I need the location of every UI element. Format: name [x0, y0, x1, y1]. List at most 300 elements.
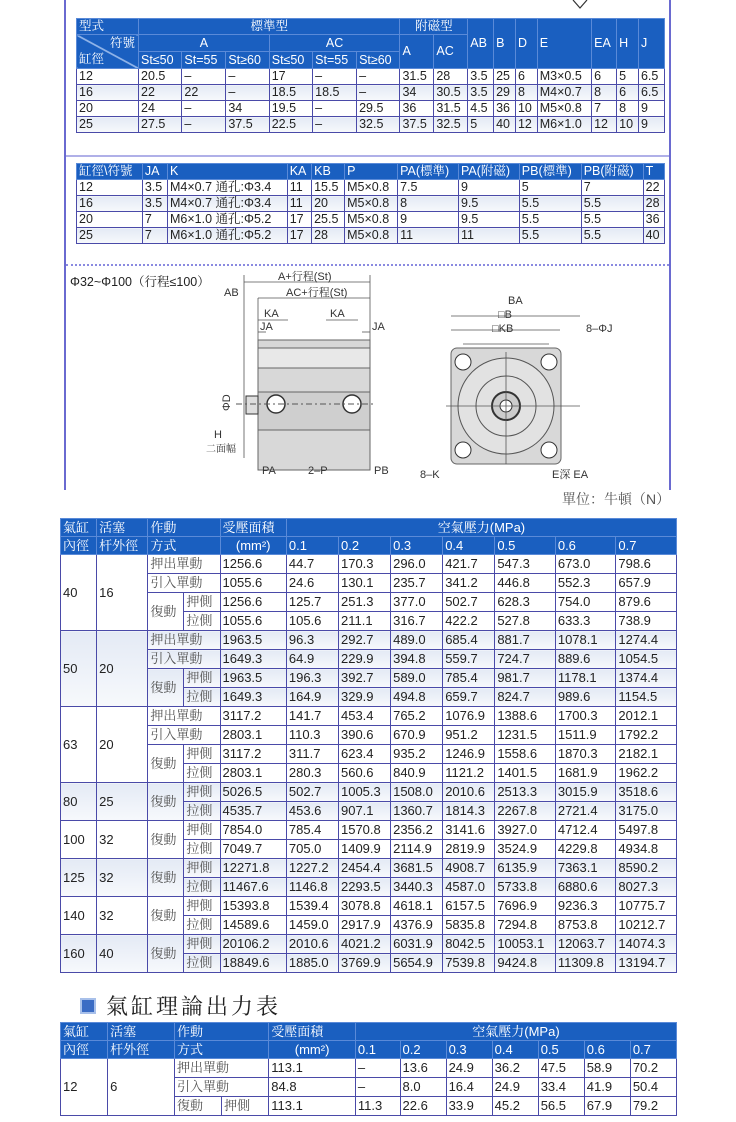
symbol-label: 符號 [109, 36, 135, 50]
value-cell: 1231.5 [495, 726, 556, 745]
value-cell: 15393.8 [220, 897, 286, 916]
column-header: P [345, 164, 398, 180]
table-cell: 20 [77, 101, 139, 117]
side-cell: 拉側 [184, 612, 220, 631]
rod-header: 活塞 [108, 1023, 175, 1041]
action-cell: 引入單動 [148, 574, 220, 593]
value-cell: 2819.9 [443, 840, 495, 859]
double-action-cell: 復動 [148, 745, 184, 783]
value-cell: 2917.9 [338, 916, 390, 935]
label-ja-right: JA [372, 321, 385, 333]
pressure-col: 0.4 [492, 1041, 538, 1059]
value-cell: 4229.8 [555, 840, 616, 859]
table-cell: 4.5 [468, 101, 494, 117]
double-action-cell: 復動 [148, 897, 184, 935]
value-cell: 13.6 [400, 1059, 446, 1078]
value-cell: 446.8 [495, 574, 556, 593]
value-cell: 907.1 [338, 802, 390, 821]
table-cell: – [226, 69, 269, 85]
value-cell: 3518.6 [616, 783, 677, 802]
value-cell: 670.9 [391, 726, 443, 745]
table-cell: 12 [515, 117, 537, 133]
value-cell: 1121.2 [443, 764, 495, 783]
value-cell: 3769.9 [338, 954, 390, 973]
value-cell: 394.8 [391, 650, 443, 669]
rod-cell: 25 [97, 783, 148, 821]
value-cell: 5835.8 [443, 916, 495, 935]
stroke-header: St≤50 [139, 52, 182, 69]
stroke-header: St=55 [313, 52, 357, 69]
value-cell: 24.9 [492, 1078, 538, 1097]
value-cell: 889.6 [555, 650, 616, 669]
table-row [77, 180, 665, 196]
value-cell: 10053.1 [495, 935, 556, 954]
label-two-flat: 二面幅 [206, 444, 236, 455]
value-cell: 4712.4 [555, 821, 616, 840]
value-cell: 24.6 [286, 574, 338, 593]
pressure-col: 0.5 [538, 1041, 584, 1059]
label-8-phij: 8–ΦJ [586, 323, 613, 335]
value-cell: 58.9 [584, 1059, 630, 1078]
table-cell: 9 [638, 117, 664, 133]
action-cell: 押出單動 [148, 631, 220, 650]
table-cell: – [313, 101, 357, 117]
table-cell: 36 [643, 212, 664, 228]
side-cell: 拉側 [184, 802, 220, 821]
value-cell: 798.6 [616, 555, 677, 574]
column-header: 缸徑\符號 [77, 164, 143, 180]
value-cell: 8753.8 [555, 916, 616, 935]
bore-cell: 40 [61, 555, 97, 631]
table-cell: 9.5 [458, 212, 519, 228]
value-cell: 44.7 [286, 555, 338, 574]
value-cell: 559.7 [443, 650, 495, 669]
side-cell: 押側 [184, 897, 220, 916]
pressure-header: 空氣壓力(MPa) [355, 1023, 676, 1041]
table-cell: 29 [494, 85, 516, 101]
value-cell: 292.7 [338, 631, 390, 650]
value-cell: 2454.4 [338, 859, 390, 878]
value-cell: 502.7 [443, 593, 495, 612]
table-cell: 36 [494, 101, 516, 117]
value-cell: 935.2 [391, 745, 443, 764]
area-header: 受壓面積 [269, 1023, 356, 1041]
value-cell: 14589.6 [220, 916, 286, 935]
value-cell: 3524.9 [495, 840, 556, 859]
value-cell: 64.9 [286, 650, 338, 669]
value-cell: 2721.4 [555, 802, 616, 821]
stroke-header: St≥60 [357, 52, 400, 69]
dimension-table [76, 18, 665, 133]
label-h: H [214, 429, 222, 441]
table-cell: 19.5 [269, 101, 312, 117]
value-cell: 1700.3 [555, 707, 616, 726]
table-row [61, 859, 677, 878]
value-cell: 489.0 [391, 631, 443, 650]
table-row [77, 101, 665, 117]
value-cell: 1792.2 [616, 726, 677, 745]
table-cell: 3.5 [468, 69, 494, 85]
table-cell: 8 [398, 196, 459, 212]
pressure-col: 0.2 [400, 1041, 446, 1059]
value-cell: 341.2 [443, 574, 495, 593]
rod-header: 活塞 [97, 519, 148, 537]
value-cell: 5497.8 [616, 821, 677, 840]
table-cell: 8 [515, 85, 537, 101]
value-cell: 8042.5 [443, 935, 495, 954]
value-cell: 36.2 [492, 1059, 538, 1078]
table-cell: 40 [643, 228, 664, 244]
table-cell: 3.5 [142, 180, 167, 196]
value-cell: 10775.7 [616, 897, 677, 916]
side-cell: 拉側 [184, 764, 220, 783]
value-cell: 4618.1 [391, 897, 443, 916]
value-cell: 659.7 [443, 688, 495, 707]
table-row [61, 555, 677, 574]
action-cell: 引入單動 [148, 650, 220, 669]
value-cell: 3141.6 [443, 821, 495, 840]
value-cell: 879.6 [616, 593, 677, 612]
action-cell: 押出單動 [148, 555, 220, 574]
table-cell: 29.5 [357, 101, 400, 117]
pressure-col: 0.1 [286, 537, 338, 555]
value-cell: 1256.6 [220, 593, 286, 612]
table-cell: 12 [77, 180, 143, 196]
value-cell: – [355, 1059, 400, 1078]
value-cell: 2267.8 [495, 802, 556, 821]
value-cell: 1078.1 [555, 631, 616, 650]
label-ac-st: AC+行程(St) [286, 287, 348, 299]
col-j: J [638, 19, 664, 69]
value-cell: 7294.8 [495, 916, 556, 935]
table-cell: – [313, 69, 357, 85]
table-cell: 31.5 [400, 69, 434, 85]
table-cell: – [182, 69, 226, 85]
table-cell: 5.5 [519, 196, 581, 212]
bore-cell: 125 [61, 859, 97, 897]
action-cell: 押出單動 [148, 707, 220, 726]
col-a: A [139, 35, 270, 52]
column-header: PB(標準) [519, 164, 581, 180]
pressure-col: 0.6 [555, 537, 616, 555]
value-cell: 7696.9 [495, 897, 556, 916]
table-row [61, 935, 677, 954]
column-header: KB [312, 164, 345, 180]
value-cell: 724.7 [495, 650, 556, 669]
value-cell: 96.3 [286, 631, 338, 650]
label-pb: PB [374, 465, 389, 477]
value-cell: 9236.3 [555, 897, 616, 916]
value-cell: 50.4 [630, 1078, 676, 1097]
value-cell: 2010.6 [443, 783, 495, 802]
value-cell: 24.9 [446, 1059, 492, 1078]
value-cell: 329.9 [338, 688, 390, 707]
table-cell: 7 [142, 228, 167, 244]
value-cell: 377.0 [391, 593, 443, 612]
value-cell: 560.6 [338, 764, 390, 783]
bore-cell: 63 [61, 707, 97, 783]
value-cell: 1870.3 [555, 745, 616, 764]
action-cell: 引入單動 [175, 1078, 269, 1097]
value-cell: 3927.0 [495, 821, 556, 840]
table-row [77, 228, 665, 244]
bore-header: 氣缸 [61, 1023, 108, 1041]
value-cell: 5733.8 [495, 878, 556, 897]
label-ka-left: KA [264, 308, 279, 320]
value-cell: 12271.8 [220, 859, 286, 878]
table-cell: 16 [77, 85, 139, 101]
value-cell: 20106.2 [220, 935, 286, 954]
table-cell: 6 [592, 69, 617, 85]
value-cell: 316.7 [391, 612, 443, 631]
value-cell: 1649.3 [220, 688, 286, 707]
column-header: KA [287, 164, 311, 180]
value-cell: 390.6 [338, 726, 390, 745]
value-cell: 47.5 [538, 1059, 584, 1078]
value-cell: 3681.5 [391, 859, 443, 878]
side-cell: 拉側 [184, 688, 220, 707]
value-cell: 8590.2 [616, 859, 677, 878]
value-cell: 11467.6 [220, 878, 286, 897]
table-cell: M5×0.8 [345, 180, 398, 196]
table-cell: 24 [139, 101, 182, 117]
table-cell: 20.5 [139, 69, 182, 85]
value-cell: 3440.3 [391, 878, 443, 897]
value-cell: 589.0 [391, 669, 443, 688]
table-cell: 17 [269, 69, 312, 85]
table-cell: 18.5 [269, 85, 312, 101]
table-cell: M5×0.8 [345, 228, 398, 244]
value-cell: 8027.3 [616, 878, 677, 897]
table-row [61, 897, 677, 916]
table-cell: 20 [312, 196, 345, 212]
value-cell: 623.4 [338, 745, 390, 764]
pressure-col: 0.3 [446, 1041, 492, 1059]
value-cell: 7363.1 [555, 859, 616, 878]
table-cell: 27.5 [139, 117, 182, 133]
value-cell: 84.8 [269, 1078, 356, 1097]
table-cell: M4×0.7 [537, 85, 591, 101]
table-cell: 9.5 [458, 196, 519, 212]
side-cell: 押側 [184, 821, 220, 840]
side-cell: 押側 [184, 745, 220, 764]
table-cell: 17 [287, 228, 311, 244]
table-cell: – [182, 117, 226, 133]
value-cell: 1246.9 [443, 745, 495, 764]
value-cell: 13194.7 [616, 954, 677, 973]
label-ab: AB [224, 287, 239, 299]
rod-cell: 32 [97, 821, 148, 859]
value-cell: 951.2 [443, 726, 495, 745]
corner-header [77, 35, 139, 69]
stroke-header: St≥60 [226, 52, 269, 69]
value-cell: 552.3 [555, 574, 616, 593]
bore-header-2: 內徑 [61, 537, 97, 555]
magnetic-header: 附磁型 [400, 19, 468, 35]
section-title [80, 990, 281, 1021]
table-cell: 12 [592, 117, 617, 133]
value-cell: 2803.1 [220, 764, 286, 783]
table-cell: 28 [643, 196, 664, 212]
col-mag-ac: AC [434, 35, 468, 69]
table-cell: 11 [398, 228, 459, 244]
table-cell: 18.5 [313, 85, 357, 101]
value-cell: 11.3 [355, 1097, 400, 1116]
side-cell: 拉側 [184, 954, 220, 973]
value-cell: 170.3 [338, 555, 390, 574]
pressure-col: 0.5 [495, 537, 556, 555]
value-cell: 1558.6 [495, 745, 556, 764]
value-cell: 785.4 [443, 669, 495, 688]
value-cell: 113.1 [269, 1097, 356, 1116]
col-h: H [617, 19, 639, 69]
value-cell: 125.7 [286, 593, 338, 612]
table-row [61, 707, 677, 726]
col-mag-a: A [400, 35, 434, 69]
value-cell: 3078.8 [338, 897, 390, 916]
label-pa: PA [262, 465, 276, 477]
value-cell: 33.9 [446, 1097, 492, 1116]
value-cell: 45.2 [492, 1097, 538, 1116]
table-cell: 7 [581, 180, 643, 196]
value-cell: 296.0 [391, 555, 443, 574]
value-cell: 105.6 [286, 612, 338, 631]
value-cell: 1401.5 [495, 764, 556, 783]
table-cell: 34 [226, 101, 269, 117]
side-cell: 押側 [184, 935, 220, 954]
value-cell: 11309.8 [555, 954, 616, 973]
pressure-col: 0.3 [391, 537, 443, 555]
value-cell: 738.9 [616, 612, 677, 631]
table-cell: 25 [77, 117, 139, 133]
value-cell: 1963.5 [220, 631, 286, 650]
value-cell: 4934.8 [616, 840, 677, 859]
value-cell: 5026.5 [220, 783, 286, 802]
table-cell: 25 [77, 228, 143, 244]
table-cell: 11 [287, 196, 311, 212]
value-cell: 6031.9 [391, 935, 443, 954]
rod-cell: 40 [97, 935, 148, 973]
table-row [61, 574, 677, 593]
value-cell: 1146.8 [286, 878, 338, 897]
table-cell: M4×0.7 通孔:Φ3.4 [168, 180, 288, 196]
area-header: 受壓面積 [220, 519, 286, 537]
value-cell: 229.9 [338, 650, 390, 669]
value-cell: 824.7 [495, 688, 556, 707]
label-phid: ΦD [221, 394, 233, 411]
side-cell: 押側 [184, 593, 220, 612]
double-action-cell: 復動 [148, 859, 184, 897]
value-cell: 6157.5 [443, 897, 495, 916]
table-cell: 15.5 [312, 180, 345, 196]
table-row [61, 669, 677, 688]
side-cell: 押側 [184, 783, 220, 802]
table-cell: 32.5 [434, 117, 468, 133]
column-header: PA(標準) [398, 164, 459, 180]
bore-label: 缸徑 [79, 52, 105, 66]
value-cell: 211.1 [338, 612, 390, 631]
action-header-2: 方式 [175, 1041, 269, 1059]
value-cell: 1649.3 [220, 650, 286, 669]
table-row [61, 650, 677, 669]
table-row [61, 783, 677, 802]
table-row [61, 631, 677, 650]
value-cell: 754.0 [555, 593, 616, 612]
bore-header-2: 內徑 [61, 1041, 108, 1059]
value-cell: 1178.1 [555, 669, 616, 688]
table-cell: 11 [287, 180, 311, 196]
value-cell: 785.4 [286, 821, 338, 840]
rod-header-2: 杆外徑 [108, 1041, 175, 1059]
label-ka-right: KA [330, 308, 345, 320]
value-cell: 2182.1 [616, 745, 677, 764]
table-cell: 20 [77, 212, 143, 228]
label-a-st: A+行程(St) [278, 271, 332, 283]
value-cell: 7049.7 [220, 840, 286, 859]
rod-cell: 6 [108, 1059, 175, 1116]
table-cell: – [357, 85, 400, 101]
value-cell: 494.8 [391, 688, 443, 707]
value-cell: 10212.7 [616, 916, 677, 935]
value-cell: 4376.9 [391, 916, 443, 935]
pressure-col: 0.1 [355, 1041, 400, 1059]
table-cell: 32.5 [357, 117, 400, 133]
table-cell: 30.5 [434, 85, 468, 101]
table-cell: M6×1.0 [537, 117, 591, 133]
value-cell: 628.3 [495, 593, 556, 612]
table-cell: 9 [638, 101, 664, 117]
table-cell: 17 [287, 212, 311, 228]
rod-cell: 20 [97, 707, 148, 783]
label-ja-left: JA [260, 321, 273, 333]
col-ab: AB [468, 19, 494, 69]
stroke-header: St=55 [182, 52, 226, 69]
label-kb: □KB [492, 323, 514, 335]
force-table [60, 518, 677, 973]
bore-header: 氣缸 [61, 519, 97, 537]
value-cell: 9424.8 [495, 954, 556, 973]
action-header: 作動 [175, 1023, 269, 1041]
value-cell: 1814.3 [443, 802, 495, 821]
value-cell: 1570.8 [338, 821, 390, 840]
value-cell: 1055.6 [220, 574, 286, 593]
bore-cell: 50 [61, 631, 97, 707]
table-cell: 11 [458, 228, 519, 244]
value-cell: 18849.6 [220, 954, 286, 973]
table-cell: M5×0.8 [537, 101, 591, 117]
value-cell: 4908.7 [443, 859, 495, 878]
table-cell: 12 [77, 69, 139, 85]
value-cell: 2513.3 [495, 783, 556, 802]
table-cell: 5.5 [581, 228, 643, 244]
value-cell: 840.9 [391, 764, 443, 783]
label-ba: BA [508, 295, 523, 307]
area-header-2: (mm²) [220, 537, 286, 555]
value-cell: 2293.5 [338, 878, 390, 897]
rod-cell: 32 [97, 897, 148, 935]
value-cell: 765.2 [391, 707, 443, 726]
value-cell: 3117.2 [220, 707, 286, 726]
table-row [77, 196, 665, 212]
chevron-icon [572, 0, 588, 10]
value-cell: 2012.1 [616, 707, 677, 726]
bore-cell: 100 [61, 821, 97, 859]
value-cell: 673.0 [555, 555, 616, 574]
value-cell: – [355, 1078, 400, 1097]
rod-cell: 16 [97, 555, 148, 631]
table-cell: 22 [139, 85, 182, 101]
action-header: 作動 [148, 519, 220, 537]
